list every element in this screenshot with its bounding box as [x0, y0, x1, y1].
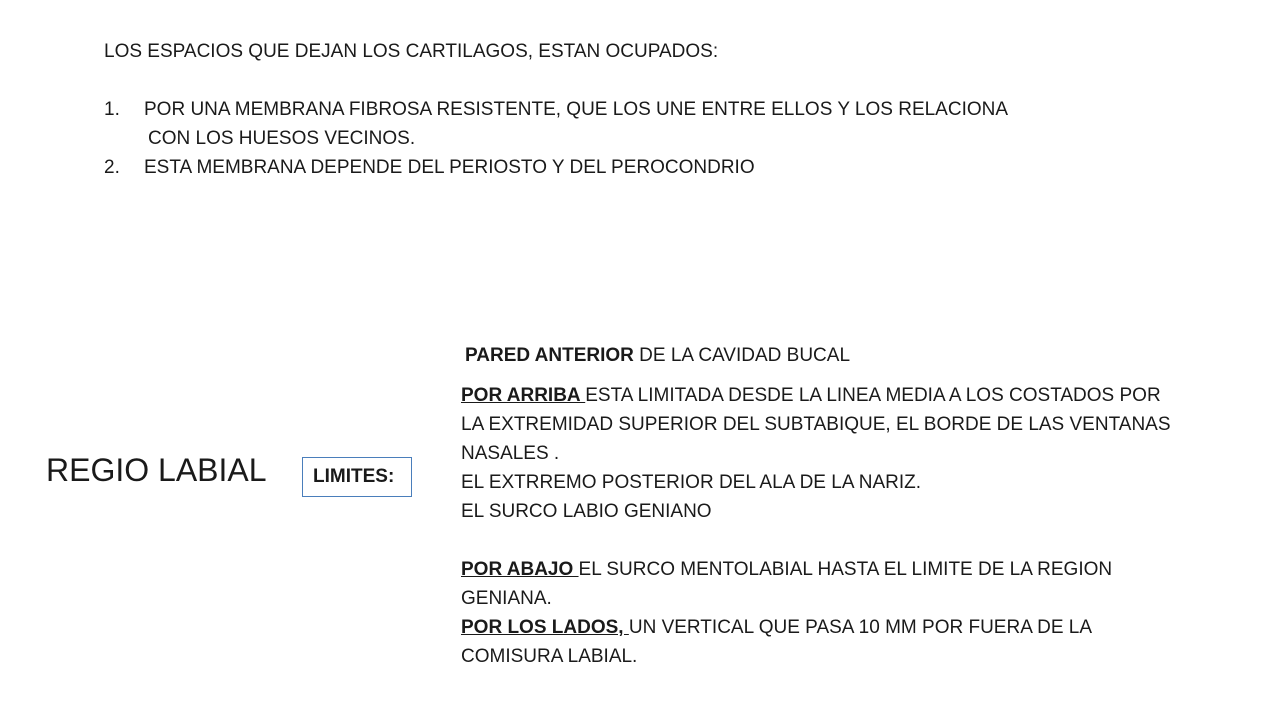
- pared-rest: DE LA CAVIDAD BUCAL: [633, 345, 851, 366]
- list-number: 2.: [104, 157, 120, 178]
- blank-line: [104, 66, 1008, 95]
- limits-label-box: [302, 457, 412, 497]
- limits-description: [461, 381, 1221, 671]
- pared-bold: PARED ANTERIOR: [465, 345, 634, 366]
- lados-text: UN VERTICAL QUE PASA 10 MM POR FUERA DE LA: [628, 617, 1093, 638]
- list-item-1: [104, 95, 1008, 124]
- section-title: REGIO LABIAL: [46, 452, 267, 488]
- intro-heading: LOS ESPACIOS QUE DEJAN LOS CARTILAGOS, ESTAN OCUPADOS:: [104, 41, 719, 62]
- blank-line: [461, 526, 1221, 555]
- arriba-line: [461, 381, 1221, 410]
- lados-label: POR LOS LADOS,: [461, 617, 629, 638]
- abajo-label: POR ABAJO: [461, 559, 579, 580]
- arriba-label: POR ARRIBA: [461, 385, 586, 406]
- abajo-line-2: GENIANA.: [461, 588, 552, 609]
- limits-label: LIMITES:: [313, 466, 395, 487]
- arriba-line-3: NASALES .: [461, 443, 560, 464]
- lados-line-2: COMISURA LABIAL.: [461, 646, 638, 667]
- list-number: 1.: [104, 99, 120, 120]
- pared-anterior-heading: [465, 341, 850, 370]
- list-item-1-continuation: CON LOS HUESOS VECINOS.: [148, 128, 416, 149]
- lados-line: [461, 613, 1221, 642]
- arriba-line-4: EL EXTRREMO POSTERIOR DEL ALA DE LA NARIZ.: [461, 472, 921, 493]
- arriba-line-2: LA EXTREMIDAD SUPERIOR DEL SUBTABIQUE, EL BORDE DE LAS VENTANAS: [461, 414, 1171, 435]
- abajo-line: [461, 555, 1221, 584]
- list-item-text: ESTA MEMBRANA DEPENDE DEL PERIOSTO Y DEL PEROCONDRIO: [144, 157, 755, 178]
- intro-block: [104, 37, 1008, 182]
- abajo-text: EL SURCO MENTOLABIAL HASTA EL LIMITE DE LA REGION: [578, 559, 1113, 580]
- arriba-line-5: EL SURCO LABIO GENIANO: [461, 501, 712, 522]
- list-item-text: POR UNA MEMBRANA FIBROSA RESISTENTE, QUE LOS UNE ENTRE ELLOS Y LOS RELACIONA: [144, 99, 1009, 120]
- list-item-2: [104, 153, 1008, 182]
- arriba-text: ESTA LIMITADA DESDE LA LINEA MEDIA A LOS COSTADOS POR: [585, 385, 1161, 406]
